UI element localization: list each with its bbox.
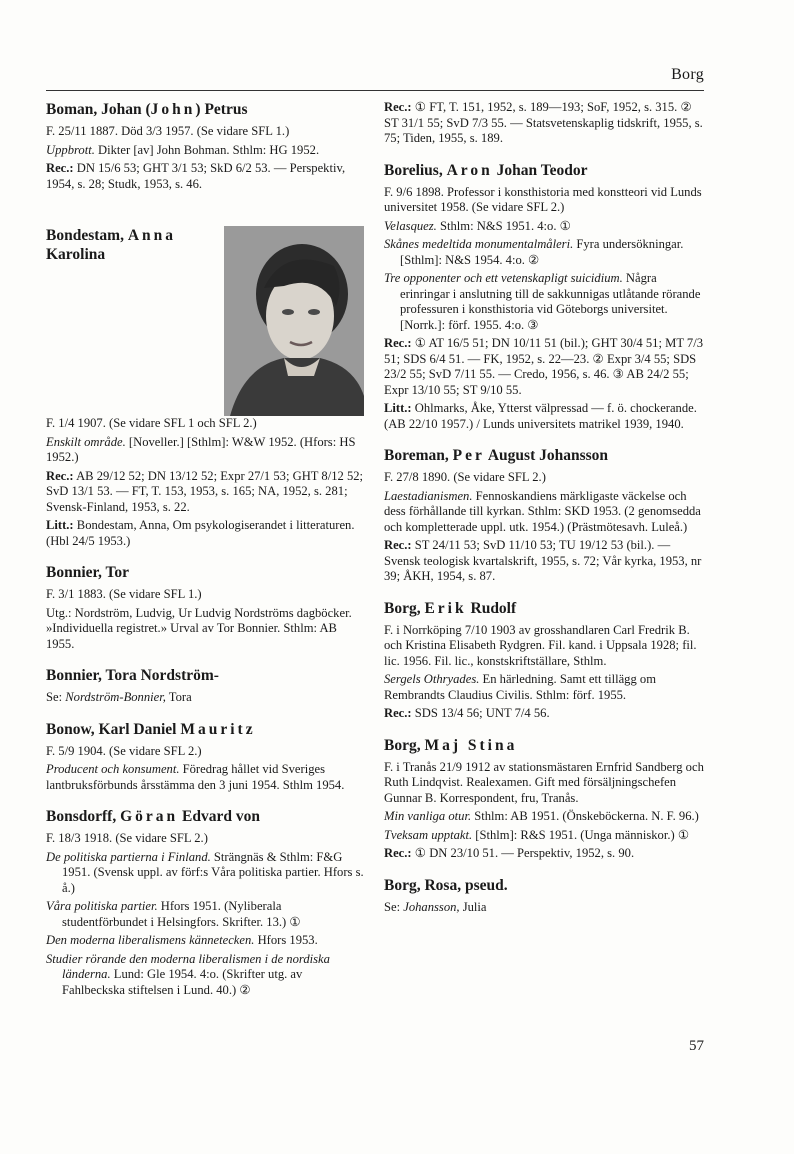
entry-work: De politiska partierna i Finland. Strängnäs & Sthlm: F&G 1951. (Svensk uppl. av förf:s Våra politiska partier. Hfors s. å.) xyxy=(46,849,364,895)
entry-born: F. i Tranås 21/9 1912 av stationsmästaren Ernfrid Sandberg och Ruth Lindqvist. Realexamen. Gift med försäljningschefen Gunnar B. Korrespondent, fru, Tranås. xyxy=(384,759,704,805)
entry-born: F. 18/3 1918. (Se vidare SFL 2.) xyxy=(46,831,208,845)
entry-work: Tveksam upptakt. [Sthlm]: R&S 1951. (Unga människor.) ① xyxy=(384,827,690,842)
entry-name: Boreman, Per August Johansson xyxy=(384,447,609,464)
entry-bonsdorff-rec xyxy=(384,100,704,147)
entry-borg-rosa xyxy=(384,876,704,916)
entry-work: Den moderna liberalismens kännetecken. Hfors 1953. xyxy=(46,933,318,947)
entry-boreman xyxy=(384,446,704,585)
header-rule xyxy=(46,90,704,91)
entry-name: Borelius, Aron Johan Teodor xyxy=(384,161,588,179)
entry-born: F. 27/8 1890. (Se vidare SFL 2.) xyxy=(384,470,546,484)
page-number: 57 xyxy=(689,1038,704,1054)
entry-work: Våra politiska partier. Hfors 1951. (Nyliberala studentförbundet i Helsingfors. Skrifter. 13.) ① xyxy=(46,899,301,929)
entry-bonnier-tor xyxy=(46,563,364,652)
entry-rec: Rec.: SDS 13/4 56; UNT 7/4 56. xyxy=(384,706,550,720)
entry-litt: Litt.: Ohlmarks, Åke, Ytterst välpressad — f. ö. chockerande. (AB 22/10 1957.) / Lunds universitets matrikel 1939, 1940. xyxy=(384,401,697,431)
entry-bonnier-tora xyxy=(46,666,364,706)
entry-work: Enskilt område. [Noveller.] [Sthlm]: W&W 1952. (Hfors: HS 1952.) xyxy=(46,434,356,464)
entry-work: Min vanliga otur. Sthlm: AB 1951. (Önskeböckerna. N. F. 96.) xyxy=(384,809,699,823)
entry-bondestam xyxy=(46,226,364,549)
entry-rec: Rec.: ① AT 16/5 51; DN 10/11 51 (bil.); GHT 30/4 51; MT 7/3 51; SDS 6/4 51. — FK, 1952, s. 22—23. ② Expr 3/4 55; SDS 23/2 55; SvD 7/11 55. — Credo, 1956, s. 46. ③ AB 24/2 55; Expr 13/10 55; ST 9/10 55. xyxy=(384,336,704,397)
entry-name: Bonsdorff, Göran Edvard von xyxy=(46,808,260,825)
entry-born: F. 1/4 1907. (Se vidare SFL 1 och SFL 2.) xyxy=(46,416,257,430)
entry-name: Borg, Maj Stina xyxy=(384,736,518,754)
entry-name: Bonow, Karl Daniel Mauritz xyxy=(46,720,256,738)
entry-litt: Litt.: Bondestam, Anna, Om psykologiserandet i litteraturen. (Hbl 24/5 1953.) xyxy=(46,518,355,548)
entry-rec: Rec.: ST 24/11 53; SvD 11/10 53; TU 19/12 53 (bil.). — Svensk teologisk kvartalskrift, 1955, s. 72; Vår kyrka, 1953, nr 39; ÅKH, 1954, s. 87. xyxy=(384,538,702,583)
entry-bonow xyxy=(46,720,364,794)
entry-name: Borg, Rosa, pseud. xyxy=(384,876,508,894)
entry-work: Laestadianismen. Fennoskandiens märkligaste väckelse och dess förhållande till kyrkan. Sthlm: SKD 1953. (2 genomsedda och kompletterade uppl. utk. 1954.) (Prästmötesavh. Luleå.) xyxy=(384,488,701,534)
entry-rec: Rec.: DN 15/6 53; GHT 3/1 53; SkD 6/2 53. — Perspektiv, 1954, s. 28; Studk, 1953, s. 46. xyxy=(46,161,346,191)
running-head: Borg xyxy=(671,66,704,83)
right-column xyxy=(384,100,704,929)
entry-born: F. 3/1 1883. (Se vidare SFL 1.) xyxy=(46,587,202,601)
entry-name: Boman, Johan (John) Petrus xyxy=(46,101,248,118)
entry-name: Bonnier, Tor xyxy=(46,564,129,581)
portrait-photo xyxy=(224,226,364,416)
entry-born: F. 25/11 1887. Död 3/3 1957. (Se vidare SFL 1.) xyxy=(46,124,290,138)
entry-rec: Rec.: ① DN 23/10 51. — Perspektiv, 1952, s. 90. xyxy=(384,846,635,860)
entry-bonsdorff xyxy=(46,807,364,998)
entry-borg-erik xyxy=(384,599,704,722)
entry-see: Se: Johansson, Julia xyxy=(384,899,487,914)
entry-born: F. 5/9 1904. (Se vidare SFL 2.) xyxy=(46,743,202,758)
entry-work: Skånes medeltida monumentalmåleri. Fyra undersökningar. [Sthlm]: N&S 1954. 4:o. ② xyxy=(384,237,684,267)
entry-born: F. i Norrköping 7/10 1903 av grosshandlaren Carl Fredrik B. och Kristina Elisabeth Rydgren. Fil. kand. i Uppsala 1928; fil. lic. 1956. Fil. lic., konstskriftställare, Sthlm. xyxy=(384,622,697,668)
entry-born: F. 9/6 1898. Professor i konsthistoria med konstteori vid Lunds universitet 1958. (Se vidare SFL 2.) xyxy=(384,184,702,214)
entry-rec: Rec.: AB 29/12 52; DN 13/12 52; Expr 27/1 53; GHT 8/12 52; SvD 13/1 53. — FT, T. 153, 1953, s. 165; NA, 1952, s. 281; Svensk-Finland, 1953, s. 22. xyxy=(46,468,364,514)
entry-work: Producent och konsument. Föredrag hållet vid Sveriges lantbruksförbunds årsstämma den 3 juni 1954. Sthlm 1954. xyxy=(46,762,345,792)
entry-work: Velasquez. Sthlm: N&S 1951. 4:o. ① xyxy=(384,218,571,233)
entry-name: Bonnier, Tora Nordström- xyxy=(46,667,219,684)
entry-borg-maj xyxy=(384,736,704,862)
entry-work: Uppbrott. Dikter [av] John Bohman. Sthlm: HG 1952. xyxy=(46,142,320,157)
entry-work: Sergels Othryades. En härledning. Samt ett tillägg om Rembrandts Claudius Civilis. Sthlm: förf. 1955. xyxy=(384,672,657,702)
entry-borelius xyxy=(384,161,704,433)
entry-rec: Rec.: ① FT, T. 151, 1952, s. 189—193; SoF, 1952, s. 315. ② ST 31/1 55; SvD 7/3 55. — Statsvetenskaplig tidskrift, 1955, s. 75; Tiden, 1955, s. 189. xyxy=(384,100,703,145)
entry-see: Se: Nordström-Bonnier, Tora xyxy=(46,690,192,704)
entry-name: Borg, Erik Rudolf xyxy=(384,599,517,617)
entry-work: Tre opponenter och ett vetenskapligt suicidium. Några erinringar i anslutning till de sakkunnigas utlåtande rörande professuren i konsthistoria vid Göteborgs universitet. [Norrk.]: förf. 1955. 4:o. ③ xyxy=(384,271,701,332)
entry-work: Studier rörande den moderna liberalismen i de nordiska länderna. Lund: Gle 1954. 4:o. (Skrifter utg. av Fahlbeckska stiftelsen i Lund. 40.) ② xyxy=(46,951,330,997)
entry-utg: Utg.: Nordström, Ludvig, Ur Ludvig Nordströms dagböcker. »Individuella registret.» Urval av Tor Bonnier. Sthlm: AB 1955. xyxy=(46,605,352,651)
entry-boman xyxy=(46,100,364,192)
entry-name: Bondestam, Anna Karolina xyxy=(46,227,177,263)
left-column xyxy=(46,100,364,1012)
